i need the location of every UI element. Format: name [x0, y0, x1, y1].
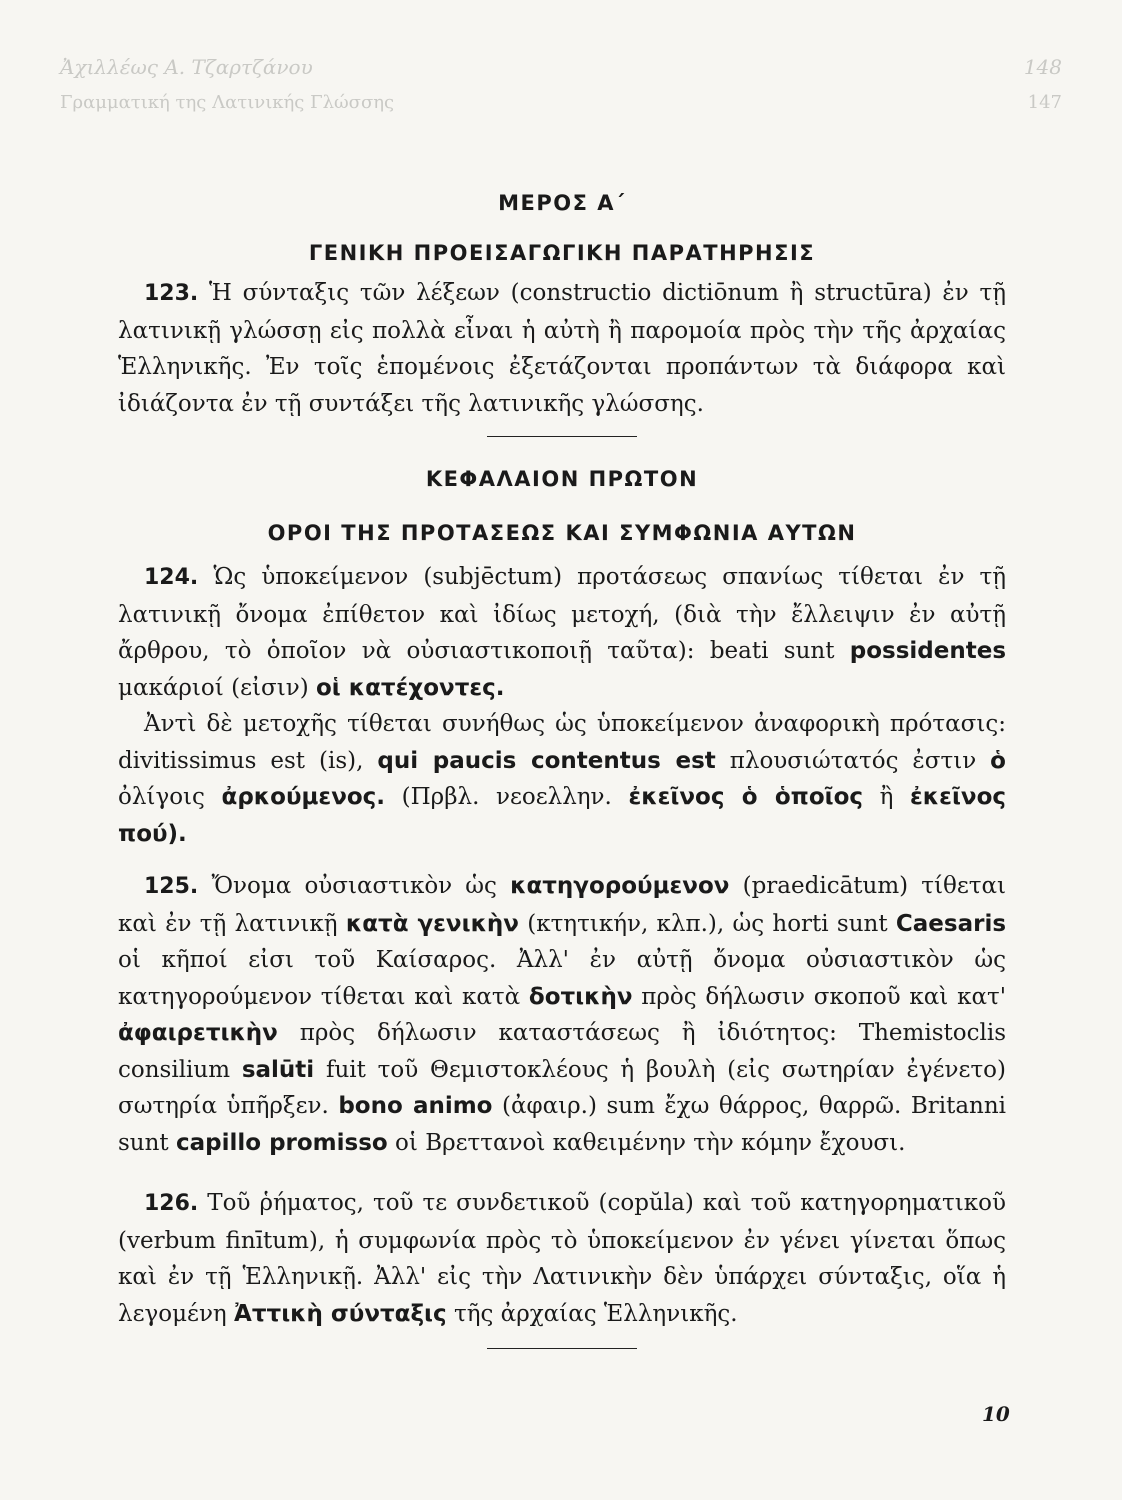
text-span: Ὡς ὑποκείμενον (subjēctum) προτάσεως σπανίως τίθεται ἐν τῇ λατινικῇ ὄνομα ἐπίθετον καὶ ἰδίως μετοχή, (διὰ τὴν ἔλλειψιν ἐν αὐτῇ ἄρθρου, τὸ ὁποῖον νὰ οὐσιαστικοποιῇ ταῦτα): beati sunt: [118, 564, 1007, 664]
bold-term: ἐκεῖνος ὁ ὁποῖος: [628, 784, 864, 810]
text-span: fuit τοῦ Θεμιστοκλέους ἡ βουλὴ (εἰς σωτηρίαν ἐγένετο) σωτηρία ὑπῆρξεν.: [118, 1056, 1006, 1119]
text-span: τῆς ἀρχαίας Ἑλληνικῆς.: [453, 1300, 738, 1327]
text-span: (praedicātum) τίθεται καὶ ἐν τῇ λατινικῇ: [118, 873, 1007, 937]
bold-term: δοτικὴν: [528, 983, 633, 1010]
text-span: (Πρβλ. νεοελλην.: [401, 784, 612, 810]
bold-term: salūti: [241, 1056, 315, 1083]
bleed-through-page-number: 148: [1023, 55, 1062, 79]
subject-heading: ΟΡΟΙ ΤΗΣ ΠΡΟΤΑΣΕΩΣ ΚΑΙ ΣΥΜΦΩΝΙΑ ΑΥΤΩΝ: [267, 521, 857, 545]
bleed-through-subtitle: Γραμματική της Λατινικής Γλώσσης: [60, 92, 395, 113]
bold-term: bono animo: [338, 1093, 493, 1119]
bleed-through-page-number-2: 147: [1027, 92, 1062, 113]
text-span: πρὸς δήλωσιν καταστάσεως ἢ ἰδιότητος: Themistoclis consilium: [118, 1020, 1006, 1083]
paragraph-number: 126.: [144, 1191, 199, 1216]
text-span: (κτητικήν, κλπ.), ὡς horti sunt: [527, 910, 888, 937]
text-span: πλουσιώτατός ἐστιν: [729, 747, 977, 774]
text-span: πρὸς δήλωσιν σκοποῦ καὶ κατ': [641, 983, 1007, 1010]
bold-term: ἀρκούμενος.: [221, 784, 386, 810]
text-span: οἱ κῆποί εἰσι τοῦ Καίσαρος. Ἀλλ' ἐν αὐτῇ ὄνομα οὐσιαστικὸν ὡς κατηγορούμενον τίθεται καὶ κατὰ: [118, 947, 1006, 1010]
text-span: μακάριοί (εἰσιν): [118, 674, 309, 701]
bold-term: possidentes: [849, 638, 1007, 664]
bleed-through-author: Ἀχιλλέως Α. Τζαρτζάνου: [60, 55, 313, 79]
page-number: 10: [982, 1402, 1010, 1426]
page-body: [118, 185, 1006, 1349]
text-span: ὀλίγοις: [118, 784, 205, 810]
bold-term: Ἀττικὴ σύνταξις: [234, 1300, 447, 1327]
text-span: (ἀφαιρ.) sum ἔχω θάρρος, θαρρῶ. Britanni sunt: [118, 1093, 1007, 1156]
paragraph-126: [118, 1185, 1006, 1332]
paragraph-number: 124.: [144, 565, 199, 590]
chapter-heading: ΚΕΦΑΛΑΙΟΝ ΠΡΩΤΟΝ: [425, 467, 699, 491]
text-span: οἱ Βρεττανοὶ καθειμένην τὴν κόμην ἔχουσι.: [395, 1129, 906, 1156]
bold-term: οἱ κατέχοντες.: [316, 674, 505, 701]
paragraph-124: [118, 559, 1006, 706]
section-divider: [487, 1348, 637, 1349]
paragraph-text: Ἡ σύνταξις τῶν λέξεων (constructio dictiōnum ἢ structūra) ἐν τῇ λατινικῇ γλώσσῃ εἰς πολλὰ εἶναι ἡ αὐτὴ ἢ παρομοία πρὸς τὴν τῆς ἀρχαίας Ἑλληνικῆς. Ἐν τοῖς ἑπομένοις ἐξετάζονται προπάντων τὰ διάφορα καὶ ἰδιάζοντα ἐν τῇ συντάξει τῆς λατινικῆς γλώσσης.: [118, 280, 1007, 417]
text-span: ἢ: [879, 784, 894, 810]
bold-term: capillo promisso: [175, 1129, 388, 1156]
bold-term: ἐκεῖνος πού).: [118, 784, 1007, 847]
bold-term: ὁ: [990, 747, 1006, 774]
text-span: Ἀντὶ δὲ μετοχῆς τίθεται συνήθως ὡς ὑποκείμενον ἀναφορικὴ πρότασις: divitissimus est (is),: [118, 711, 1006, 774]
part-heading: ΜΕΡΟΣ Α΄: [498, 191, 626, 215]
paragraph-124-continued: [118, 706, 1006, 852]
bold-term: κατὰ γενικὴν: [345, 910, 519, 937]
text-span: Ὄνομα οὐσιαστικὸν ὡς: [211, 873, 497, 899]
bold-term: ἀφαιρετικὴν: [118, 1020, 278, 1046]
paragraph-number: 125.: [144, 874, 199, 899]
bold-term: Caesaris: [895, 910, 1007, 937]
bleed-through-subheader: [60, 92, 1062, 113]
general-remark-heading: ΓΕΝΙΚΗ ΠΡΟΕΙΣΑΓΩΓΙΚΗ ΠΑΡΑΤΗΡΗΣΙΣ: [308, 241, 816, 265]
paragraph-123: [118, 275, 1006, 422]
section-divider: [487, 436, 637, 437]
paragraph-number: 123.: [144, 281, 199, 306]
bleed-through-header: [60, 55, 1062, 79]
bold-term: κατηγορούμενον: [510, 873, 730, 899]
text-span: Τοῦ ῥήματος, τοῦ τε συνδετικοῦ (copŭla) καὶ τοῦ κατηγορηματικοῦ (verbum finītum), ἡ συμφωνία πρὸς τὸ ὑποκείμενον ἐν γένει γίνεται ὅπως καὶ ἐν τῇ Ἑλληνικῇ. Ἀλλ' εἰς τὴν Λατινικὴν δὲν ὑπάρχει σύνταξις, οἵα ἡ λεγομένη: [118, 1190, 1006, 1327]
bold-term: qui paucis contentus est: [377, 747, 716, 774]
paragraph-125: [118, 868, 1006, 1161]
